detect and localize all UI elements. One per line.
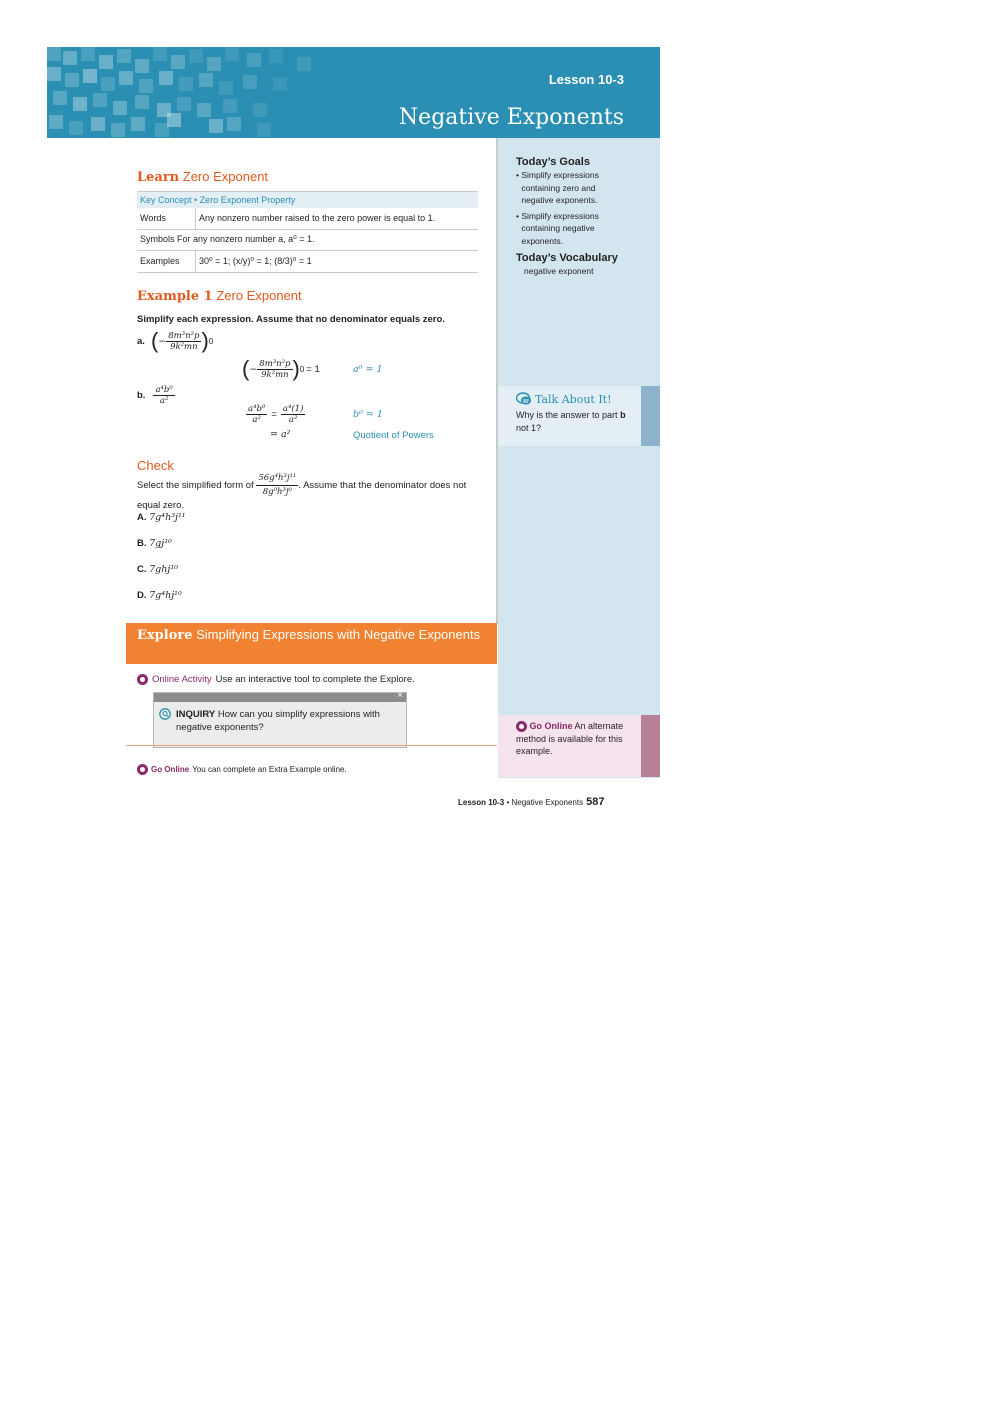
answer-option-d[interactable]: D. 7g⁴hj¹⁰ [137,590,182,601]
answer-option-b[interactable]: B. 7gj¹⁰ [137,538,172,549]
step-1-denominator: a² [288,415,298,425]
inquiry-titlebar [154,690,406,702]
explore-topic: Simplifying Expressions with Negative Exponents [196,627,481,642]
inquiry-question [176,708,401,734]
todays-vocabulary-heading: Today’s Vocabulary [516,252,618,264]
close-icon[interactable]: × [397,690,403,701]
inquiry-text: How can you simplify expressions with negative exponents? [176,709,380,733]
go-online-link[interactable]: Go Online [151,765,190,774]
key-concept-row [137,250,478,272]
part-a-denominator: 9k²mn [170,341,198,352]
key-concept-box [137,191,478,273]
example-instruction: Simplify each expression. Assume that no denominator equals zero. [137,314,445,325]
learn-heading [137,169,268,185]
answer-option-c[interactable]: C. 7ghj¹⁰ [137,564,178,575]
explore-bottom-rule [126,745,497,746]
go-online-extra-example[interactable] [137,764,347,775]
explore-banner [126,623,497,664]
talk-about-it-question: Why is the answer to part b not 1? [516,410,626,433]
part-a-numerator: 8m³n²p [168,330,200,341]
inquiry-content [154,702,406,734]
example-1-heading [137,288,302,304]
online-activity-text: Use an interactive tool to complete the Explore. [215,674,415,685]
go-online-icon [516,721,527,732]
talk-about-it-strip [641,386,660,446]
todays-goals-heading: Today’s Goals [516,156,590,168]
page-footer: Lesson 10-3 • Negative Exponents 587 [458,796,605,808]
row-symbols: Symbols For any nonzero number a, a⁰ = 1. [140,234,315,244]
part-b-step-2: = a² [270,429,291,440]
key-concept-row [137,229,478,250]
check-numerator: 56g⁴h³j¹¹ [256,472,298,486]
part-a: a. ( − $\frac{\text{8m³n²p}}{\text{9k²mn}}$ ) 0 [137,328,214,353]
lesson-header [47,47,660,138]
goal-text-1: Simplify expressions containing zero and negative exponents. [521,170,599,205]
online-activity-link[interactable]: Online Activity [152,674,212,685]
go-online-extra-text: You can complete an Extra Example online. [192,765,347,774]
inquiry-magnifier-icon [159,708,171,720]
speech-bubbles-icon [516,392,532,406]
goal-item: • Simplify expressions containing zero and negative exponents. • Simplify expressions containing negative exponents. [516,169,626,247]
go-online-text: An alternate method is available for this example. [516,721,624,756]
example-topic: Zero Exponent [216,288,302,303]
part-a-result: = 1 [306,363,320,375]
key-concept-table [137,208,478,273]
explore-heading [126,623,497,647]
vocabulary-term[interactable]: negative exponent [524,266,594,276]
part-b-step-1-reason: b⁰ = 1 [353,409,383,420]
part-b-denominator: a² [159,396,169,406]
part-a-reason: a⁰ = 1 [353,364,383,375]
page-number: 587 [586,796,605,808]
talk-about-it-heading [516,392,612,406]
part-b [137,385,175,406]
part-b-numerator: a⁴b⁰ [155,385,173,395]
footer-lesson: Lesson 10-3 [458,798,505,807]
check-denominator: 8g⁰h³j⁰ [262,487,292,497]
learn-topic: Zero Exponent [182,169,269,184]
part-a-label: a. [137,335,145,347]
inquiry-panel[interactable] [153,692,407,748]
row-label: Words [137,208,196,229]
lesson-title: Negative Exponents [398,105,624,130]
go-online-icon [137,764,148,775]
goal-text-2: Simplify expressions containing negative exponents. [521,210,599,246]
part-b-label: b. [137,390,146,401]
lesson-number: Lesson 10-3 [548,72,624,87]
example-label: Example 1 [137,289,213,304]
key-concept-header: Key Concept • Zero Exponent Property [137,191,478,208]
check-prompt: Select the simplified form of $\frac{\text{56g⁴h³j¹¹}}{\text{8g⁰h³j⁰}}$ . Assume that the denominator does not equal zero. [137,473,467,511]
go-online-strip [641,715,660,777]
explore-label: Explore [137,628,193,643]
inquiry-label: INQUIRY [176,709,216,720]
talk-heading-text: Talk About It! [535,392,612,406]
footer-title: Negative Exponents [511,798,584,807]
online-activity-icon [137,674,148,685]
go-online-label[interactable]: Go Online [529,721,573,731]
row-label: Examples [137,250,196,272]
answer-option-a[interactable]: A. 7g⁴h³j¹¹ [137,512,186,523]
row-value: Any nonzero number raised to the zero power is equal to 1. [199,213,436,224]
row-value: 30⁰ = 1; (x/y)⁰ = 1; (8/3)⁰ = 1 [199,255,312,266]
part-a-work: ( − $\frac{\text{8m³n²p}}{\text{9k²mn}}$ ) 0 = 1 [242,356,320,381]
step-1-numerator: a⁴(1) [282,404,304,414]
learn-label: Learn [137,170,180,185]
column-divider [496,138,498,624]
online-activity-line[interactable] [137,674,415,685]
header-mosaic-graphic [47,47,407,138]
part-b-step-2-reason: Quotient of Powers [353,430,434,441]
go-online-alternate-method[interactable] [516,720,626,758]
key-concept-row [137,208,478,229]
part-b-step-1: $\frac{\text{a⁴b⁰}}{\text{a²}}$ = $\frac{\text{a⁴(1)}}{\text{a²}}$ [248,404,304,425]
check-heading: Check [137,458,174,473]
